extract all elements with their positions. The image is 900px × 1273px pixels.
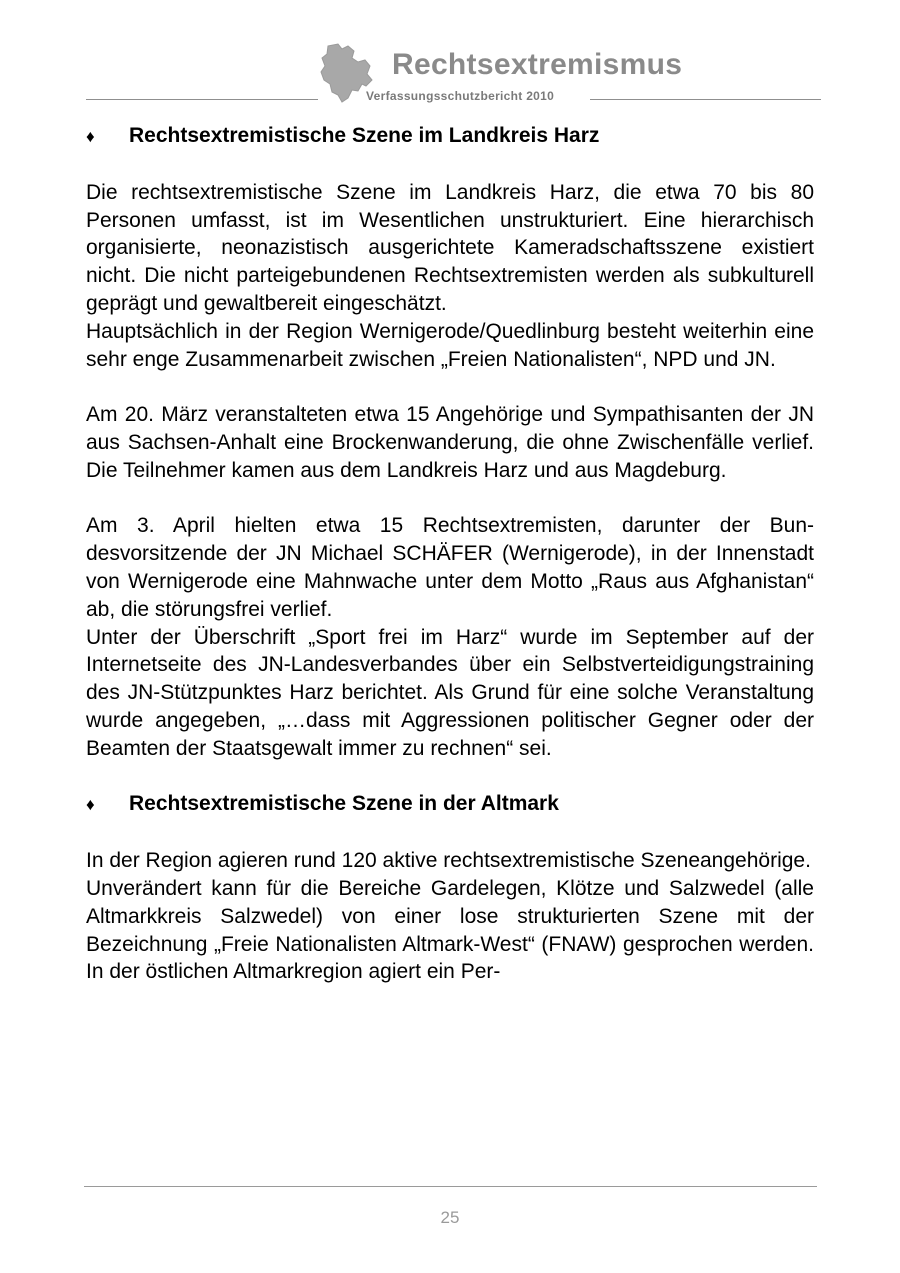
header-rule-left [86,99,318,100]
paragraph: Unter der Überschrift „Sport frei im Harz“ wurde im September auf der Internetseite des JN-Landesverbandes über ein Selbstverteidigungstraining des JN-Stützpunktes Harz berichtet. Als Grund für eine solche Veranstaltung wurde angegeben, „…dass mit Aggressionen politischer Gegner oder der Beamten der Staatsgewalt immer zu rechnen“ sei. [86,625,814,760]
section-title: Rechtsextremistische Szene in der Altmark [129,792,559,816]
paragraph: Die rechtsextremistische Szene im Landkreis Harz, die etwa 70 bis 80 Personen umfasst, ist im Wesentlichen unstrukturiert. Eine hierarchisch organisierte, neonazistisch ausgerichtete Kameradschaftsszene existiert nicht. Die nicht parteigebundenen Rechtsextremisten werden als subkulturell geprägt und gewaltbereit eingeschätzt. [86,180,814,315]
diamond-bullet-icon: ♦ [86,127,95,146]
diamond-bullet-icon: ♦ [86,795,95,815]
footer-rule [84,1186,817,1187]
paragraph: In der Region agieren rund 120 aktive rechtsextremistische Szeneangehörige. [86,849,811,873]
section-heading [86,790,814,819]
header-rule-right [590,99,821,100]
section-heading [86,122,814,151]
paragraph: Unverändert kann für die Bereiche Gardelegen, Klötze und Salzwedel (alle Altmarkkreis Salzwedel) von einer lose strukturierten Szene mit der Bezeichnung „Freie Nationalisten Altmark-West“ (FNAW) gesprochen werden. In der östlichen Altmarkregion agiert ein Per- [86,876,814,984]
header-title: Rechtsextremismus [392,48,683,81]
header-subtitle: Verfassungsschutzbericht 2010 [366,89,555,103]
document-body [86,122,814,986]
section-title: Rechtsextremistische Szene im Landkreis Harz [129,124,600,147]
page-number: 25 [440,1208,460,1227]
page-header [0,0,900,110]
paragraph: Am 20. März veranstalteten etwa 15 Angehörige und Sympathisanten der JN aus Sachsen-Anhalt eine Brockenwanderung, die ohne Zwischenfälle verlief. Die Teilnehmer kamen aus dem Landkreis Harz und aus Magdeburg. [86,403,814,482]
paragraph: Hauptsächlich in der Region Wernigerode/Quedlinburg besteht weiterhin eine sehr enge Zusammenarbeit zwischen „Freien Nationalisten“, NPD und JN. [86,319,814,371]
paragraph: Am 3. April hielten etwa 15 Rechtsextremisten, darunter der Bundesvorsitzende der JN Michael SCHÄFER (Wernigerode), in der Innenstadt von Wernigerode eine Mahnwache unter dem Motto „Raus aus Afghanistan“ ab, die störungsfrei verlief. [86,514,814,621]
